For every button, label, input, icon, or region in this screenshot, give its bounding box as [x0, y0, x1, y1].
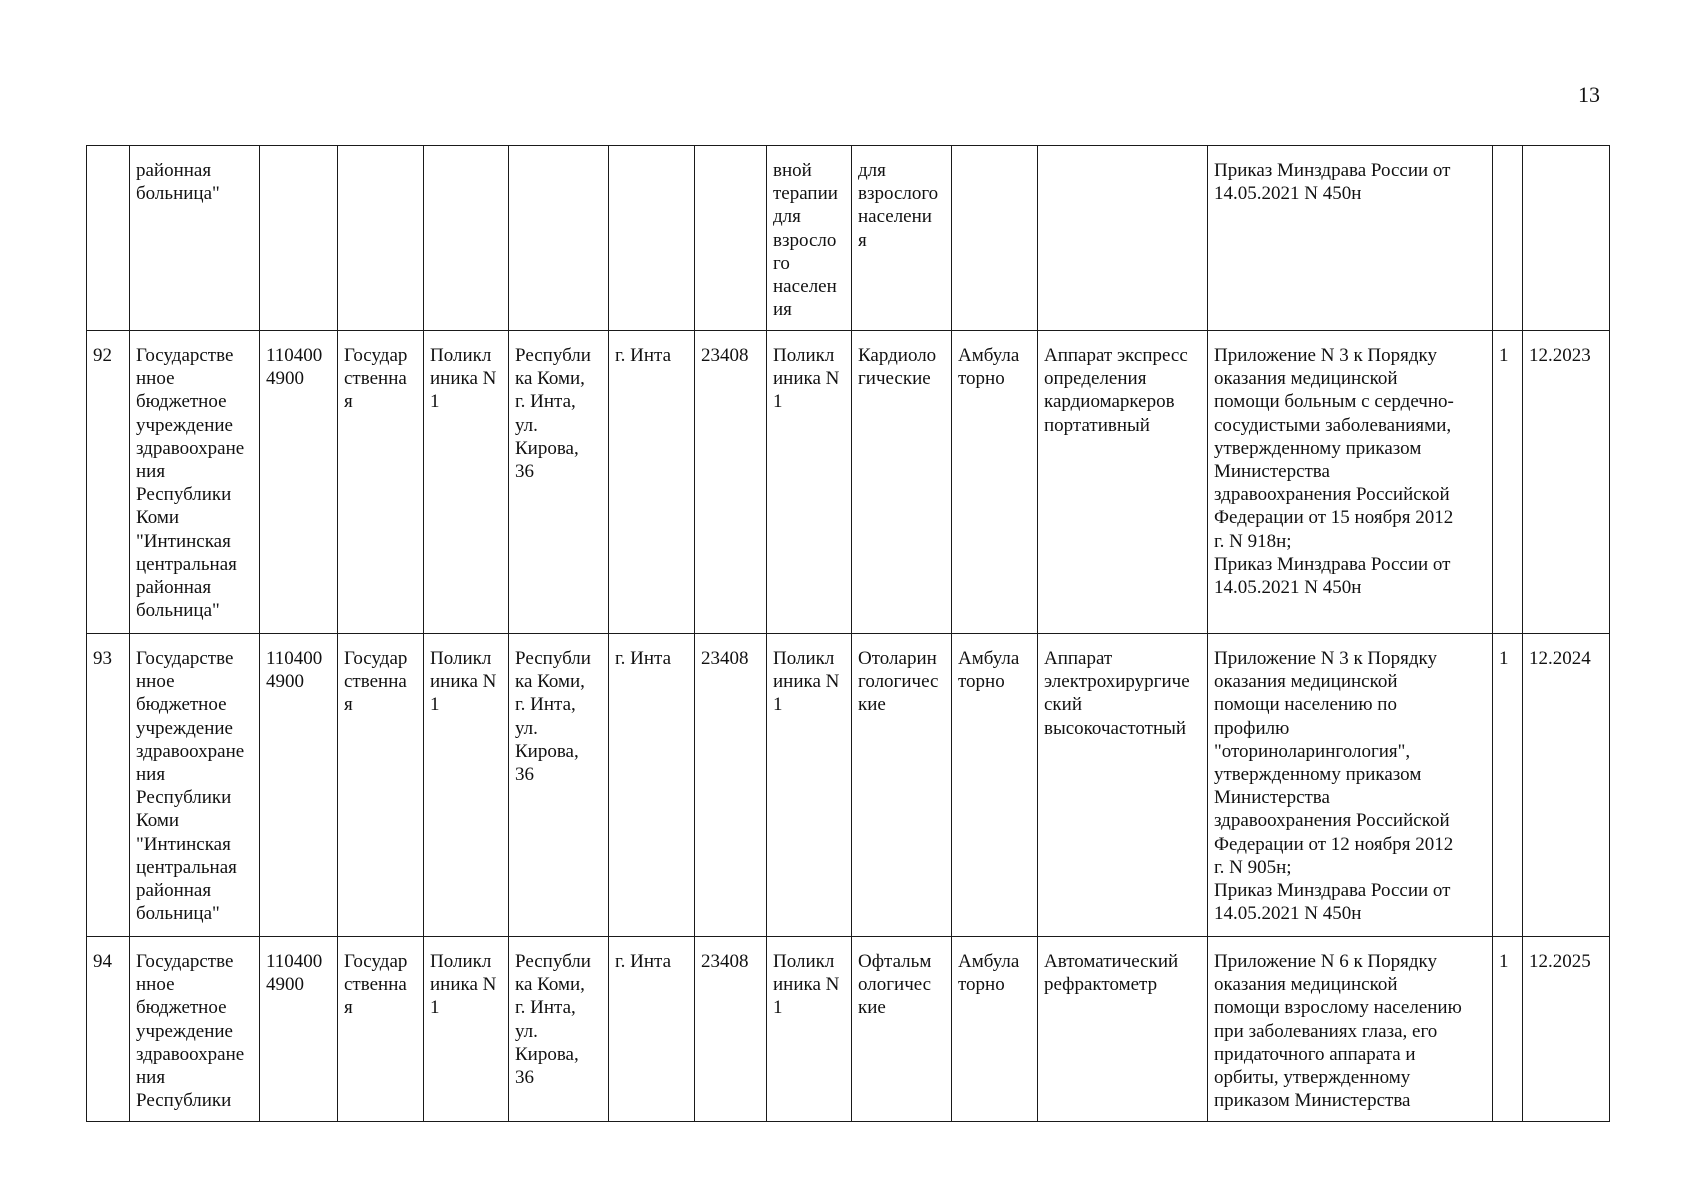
cell-line: Государстве [136, 951, 234, 972]
cell-line: 110400 [266, 345, 323, 366]
legal-basis-cell [1208, 634, 1493, 937]
ownership-cell [338, 146, 424, 331]
cell-line: сосудистыми заболеваниями, [1214, 414, 1452, 436]
cell-line: здравоохранения Российской [1214, 810, 1450, 832]
cell-line: профилю [1214, 717, 1290, 739]
cell-line: терапии [773, 183, 838, 205]
cell-line: учреждение [136, 414, 233, 436]
cell-line: г. Инта [615, 648, 672, 669]
cell-line: для [858, 160, 886, 181]
cell-line: иника N [773, 974, 840, 996]
cell-line: при заболеваниях глаза, его [1214, 1020, 1438, 1042]
row-number-cell: 93 [87, 634, 130, 937]
institution-cell [130, 634, 260, 937]
cell-line: Коми [136, 810, 180, 832]
cell-line: Приказ Минздрава России от [1214, 880, 1451, 902]
cell-line: 4900 [266, 974, 304, 996]
cell-line: 14.05.2021 N 450н [1214, 183, 1362, 205]
cell-line: Республи [515, 345, 591, 366]
unit-cell [767, 146, 852, 331]
cell-line: 36 [515, 1067, 534, 1089]
cell-line: Поликл [430, 648, 492, 669]
cell-line: оказания медицинской [1214, 974, 1398, 996]
code-cell [695, 634, 767, 937]
cell-line: "Интинская [136, 530, 231, 552]
cell-line: 23408 [701, 951, 749, 972]
cell-line: ологичес [858, 974, 932, 996]
cell-line: Кардиоло [858, 345, 937, 366]
cell-line: Коми [136, 507, 180, 529]
cell-line: Поликл [773, 951, 835, 972]
institution-cell [130, 146, 260, 331]
cell-line: торно [958, 671, 1005, 693]
cell-line: г. Инта [615, 345, 672, 366]
cell-line: Министерства [1214, 787, 1330, 809]
cell-line: Приказ Минздрава России от [1214, 553, 1451, 575]
cell-line: здравоохране [136, 1043, 245, 1065]
cell-line: Федерации от 15 ноября 2012 [1214, 507, 1454, 529]
equipment-table [86, 145, 1610, 1122]
cell-line: Отоларин [858, 648, 937, 669]
cell-line: районная [136, 577, 212, 599]
cell-line: Приказ Минздрава России от [1214, 160, 1451, 181]
table-row [87, 634, 1610, 937]
cell-line: 110400 [266, 648, 323, 669]
cell-line: помощи населению по [1214, 694, 1397, 716]
cell-line: районная [136, 160, 212, 181]
cell-line: здравоохранения Российской [1214, 484, 1450, 506]
care-type-cell [952, 331, 1038, 634]
inn-cell [260, 937, 338, 1122]
care-type-cell [952, 146, 1038, 331]
cell-line: 4900 [266, 368, 304, 390]
equipment-cell [1038, 937, 1208, 1122]
cell-line: ул. [515, 717, 538, 739]
division-cell [424, 634, 509, 937]
profile-cell [852, 634, 952, 937]
inn-cell [260, 146, 338, 331]
cell-line: я [858, 229, 867, 251]
cell-line: населен [773, 276, 837, 298]
division-cell [424, 146, 509, 331]
cell-line: оказания медицинской [1214, 368, 1398, 390]
address-cell [509, 937, 609, 1122]
cell-line: высокочастотный [1044, 717, 1187, 739]
quantity-cell: 1 [1493, 634, 1523, 937]
code-cell [695, 331, 767, 634]
date-cell: 12.2023 [1523, 331, 1610, 634]
care-type-cell [952, 937, 1038, 1122]
cell-line: орбиты, утвержденному [1214, 1067, 1411, 1089]
cell-line: нное [136, 368, 175, 390]
cell-line: Поликл [430, 345, 492, 366]
cell-line: иника N [430, 368, 497, 390]
cell-line: Офтальм [858, 951, 932, 972]
row-number-cell [87, 146, 130, 331]
cell-line: оказания медицинской [1214, 671, 1398, 693]
cell-line: кардиомаркеров [1044, 391, 1175, 413]
date-cell: 12.2025 [1523, 937, 1610, 1122]
institution-cell [130, 937, 260, 1122]
cell-line: 1 [430, 997, 440, 1019]
cell-line: помощи взрослому населению [1214, 997, 1462, 1019]
cell-line: иника N [773, 671, 840, 693]
code-cell [695, 937, 767, 1122]
cell-line: вной [773, 160, 812, 181]
cell-line: ул. [515, 414, 538, 436]
cell-line: торно [958, 974, 1005, 996]
cell-line: 1 [430, 391, 440, 413]
quantity-cell [1493, 146, 1523, 331]
cell-line: Приложение N 3 к Порядку [1214, 648, 1438, 669]
unit-cell [767, 634, 852, 937]
cell-line: Государстве [136, 345, 234, 366]
legal-basis-cell [1208, 331, 1493, 634]
cell-line: я [344, 997, 353, 1019]
cell-line: Государ [344, 648, 408, 669]
cell-line: ния [136, 461, 166, 483]
cell-line: торно [958, 368, 1005, 390]
cell-line: гические [858, 368, 931, 390]
date-cell: 12.2024 [1523, 634, 1610, 937]
ownership-cell [338, 634, 424, 937]
cell-line: электрохирургиче [1044, 671, 1190, 693]
division-cell [424, 937, 509, 1122]
cell-line: 23408 [701, 345, 749, 366]
cell-line: г. Инта [615, 951, 672, 972]
cell-line: для [773, 206, 801, 228]
cell-line: утвержденному приказом [1214, 764, 1422, 786]
cell-line: 1 [773, 997, 783, 1019]
cell-line: больница" [136, 600, 220, 622]
cell-line: Приложение N 6 к Порядку [1214, 951, 1438, 972]
cell-line: 1 [773, 391, 783, 413]
cell-line: Поликл [430, 951, 492, 972]
equipment-cell [1038, 146, 1208, 331]
cell-line: Амбула [958, 345, 1020, 366]
cell-line: Аппарат экспресс [1044, 345, 1188, 366]
cell-line: г. Инта, [515, 997, 576, 1019]
profile-cell [852, 146, 952, 331]
cell-line: иника N [430, 974, 497, 996]
table-row [87, 937, 1610, 1122]
cell-line: здравоохране [136, 437, 245, 459]
cell-line: "оториноларингология", [1214, 740, 1411, 762]
cell-line: ул. [515, 1020, 538, 1042]
cell-line: ственна [344, 671, 407, 693]
address-cell [509, 634, 609, 937]
cell-line: взрослого [858, 183, 939, 205]
cell-line: Автоматический [1044, 951, 1179, 972]
cell-line: г. N 918н; [1214, 530, 1292, 552]
cell-line: утвержденному приказом [1214, 437, 1422, 459]
division-cell [424, 331, 509, 634]
cell-line: 23408 [701, 648, 749, 669]
cell-line: 1 [430, 694, 440, 716]
cell-line: Кирова, [515, 1043, 579, 1065]
cell-line: Государ [344, 951, 408, 972]
cell-line: иника N [430, 671, 497, 693]
cell-line: г. Инта, [515, 694, 576, 716]
cell-line: учреждение [136, 717, 233, 739]
cell-line: больница" [136, 183, 220, 205]
cell-line: центральная [136, 856, 237, 878]
cell-line: 4900 [266, 671, 304, 693]
cell-line: учреждение [136, 1020, 233, 1042]
cell-line: приказом Министерства [1214, 1090, 1411, 1112]
cell-line: Министерства [1214, 461, 1330, 483]
cell-line: Приложение N 3 к Порядку [1214, 345, 1438, 366]
cell-line: придаточного аппарата и [1214, 1043, 1416, 1065]
unit-cell [767, 937, 852, 1122]
cell-line: нное [136, 671, 175, 693]
quantity-cell: 1 [1493, 937, 1523, 1122]
cell-line: Федерации от 12 ноября 2012 [1214, 833, 1454, 855]
cell-line: Республи [515, 648, 591, 669]
cell-line: ка Коми, [515, 368, 585, 390]
cell-line: 1 [773, 694, 783, 716]
address-cell [509, 146, 609, 331]
cell-line: Амбула [958, 648, 1020, 669]
cell-line: Республи [515, 951, 591, 972]
cell-line: 14.05.2021 N 450н [1214, 903, 1362, 925]
city-cell [609, 331, 695, 634]
cell-line: центральная [136, 553, 237, 575]
cell-line: нное [136, 974, 175, 996]
cell-line: Кирова, [515, 740, 579, 762]
cell-line: я [344, 391, 353, 413]
profile-cell [852, 331, 952, 634]
address-cell [509, 331, 609, 634]
cell-line: кие [858, 694, 886, 716]
cell-line: рефрактометр [1044, 974, 1158, 996]
cell-line: ка Коми, [515, 974, 585, 996]
row-number-cell: 94 [87, 937, 130, 1122]
cell-line: больница" [136, 903, 220, 925]
cell-line: бюджетное [136, 694, 227, 716]
cell-line: районная [136, 880, 212, 902]
cell-line: здравоохране [136, 740, 245, 762]
cell-line: ния [136, 1067, 166, 1089]
care-type-cell [952, 634, 1038, 937]
city-cell [609, 937, 695, 1122]
institution-cell [130, 331, 260, 634]
cell-line: бюджетное [136, 997, 227, 1019]
cell-line: 14.05.2021 N 450н [1214, 577, 1362, 599]
row-number-cell: 92 [87, 331, 130, 634]
cell-line: гологичес [858, 671, 939, 693]
legal-basis-cell [1208, 146, 1493, 331]
cell-line: кие [858, 997, 886, 1019]
cell-line: Поликл [773, 345, 835, 366]
cell-line: Аппарат [1044, 648, 1113, 669]
quantity-cell: 1 [1493, 331, 1523, 634]
cell-line: ния [136, 764, 166, 786]
cell-line: населени [858, 206, 932, 228]
cell-line: г. N 905н; [1214, 856, 1292, 878]
cell-line: Республики [136, 787, 232, 809]
ownership-cell [338, 937, 424, 1122]
cell-line: Государстве [136, 648, 234, 669]
page-number: 13 [1578, 82, 1600, 107]
cell-line: Республики [136, 484, 232, 506]
inn-cell [260, 634, 338, 937]
equipment-cell [1038, 331, 1208, 634]
cell-line: Амбула [958, 951, 1020, 972]
inn-cell [260, 331, 338, 634]
code-cell [695, 146, 767, 331]
cell-line: портативный [1044, 414, 1150, 436]
cell-line: 36 [515, 461, 534, 483]
cell-line: го [773, 252, 790, 274]
cell-line: Государ [344, 345, 408, 366]
profile-cell [852, 937, 952, 1122]
cell-line: ия [773, 299, 792, 321]
cell-line: помощи больным с сердечно- [1214, 391, 1454, 413]
equipment-cell [1038, 634, 1208, 937]
unit-cell [767, 331, 852, 634]
ownership-cell [338, 331, 424, 634]
cell-line: определения [1044, 368, 1147, 390]
cell-line: бюджетное [136, 391, 227, 413]
table-row [87, 146, 1610, 331]
cell-line: Поликл [773, 648, 835, 669]
cell-line: ственна [344, 368, 407, 390]
cell-line: ственна [344, 974, 407, 996]
cell-line: ский [1044, 694, 1082, 716]
city-cell [609, 146, 695, 331]
cell-line: г. Инта, [515, 391, 576, 413]
cell-line: я [344, 694, 353, 716]
cell-line: 36 [515, 764, 534, 786]
cell-line: Кирова, [515, 437, 579, 459]
legal-basis-cell [1208, 937, 1493, 1122]
cell-line: взросло [773, 229, 837, 251]
city-cell [609, 634, 695, 937]
cell-line: Республики [136, 1090, 232, 1112]
cell-line: "Интинская [136, 833, 231, 855]
cell-line: иника N [773, 368, 840, 390]
cell-line: 110400 [266, 951, 323, 972]
date-cell [1523, 146, 1610, 331]
table-row [87, 331, 1610, 634]
cell-line: ка Коми, [515, 671, 585, 693]
